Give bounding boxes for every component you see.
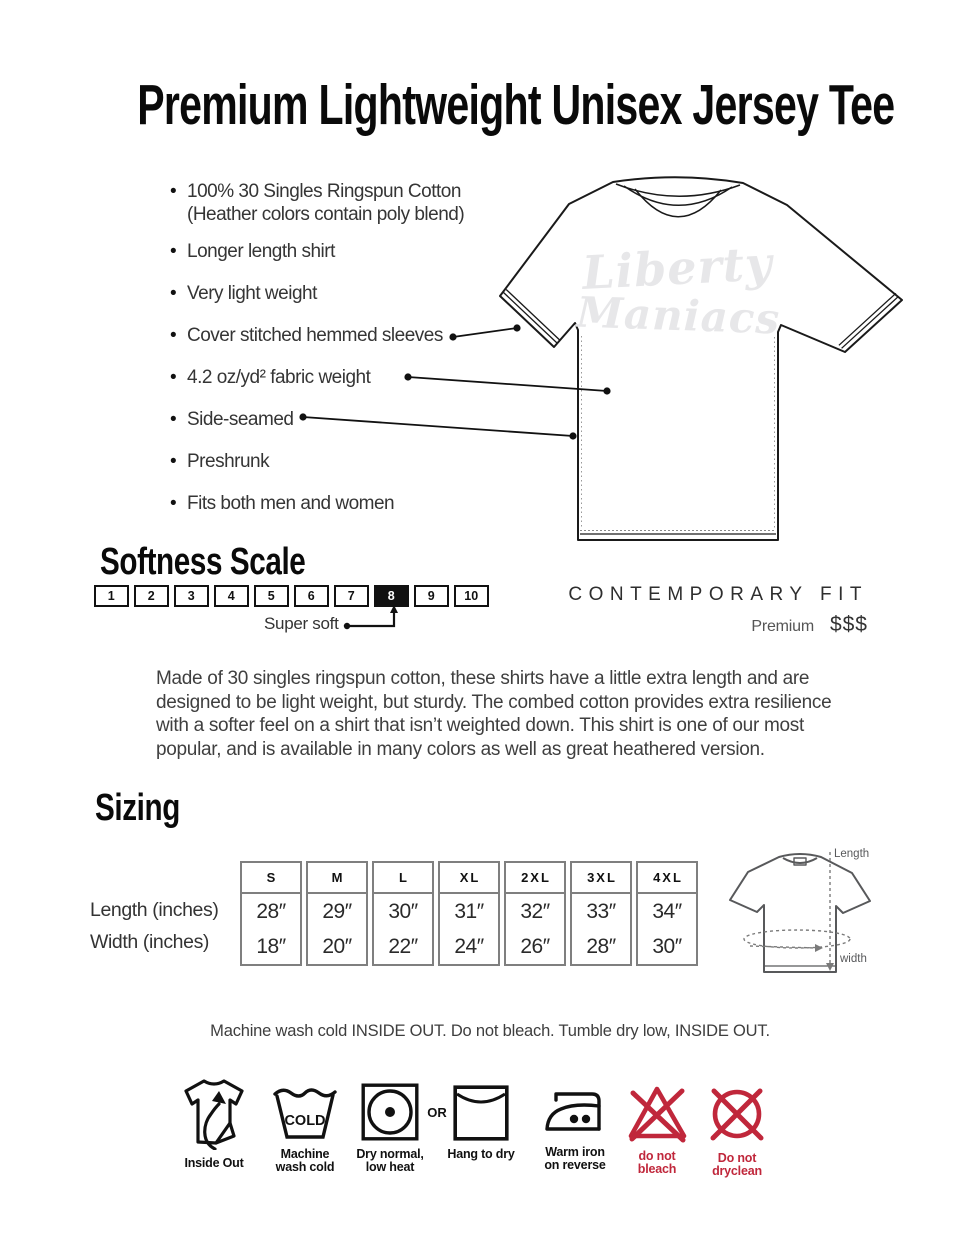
description-paragraph [156, 667, 831, 761]
feature-item: • Preshrunk [170, 450, 470, 473]
scale-box-9: 9 [414, 585, 449, 607]
scale-box-5: 5 [254, 585, 289, 607]
column-header: L [374, 863, 432, 894]
length-value: 28″ [256, 899, 286, 923]
fit-block [568, 584, 868, 637]
length-value: 29″ [322, 899, 352, 923]
feature-item: • Very light weight [170, 282, 470, 305]
care-item-do-not-bleach [612, 1081, 702, 1176]
description-line: popular, and is available in many colors as well as great heathered version. [156, 738, 765, 760]
care-label: Do not dryclean [712, 1151, 762, 1178]
column-header: S [242, 863, 300, 894]
care-label: Machine wash cold [275, 1147, 335, 1174]
column-header: 3XL [572, 863, 630, 894]
feature-item: • 4.2 oz/yd² fabric weight [170, 366, 470, 389]
feature-item: • 100% 30 Singles Ringspun Cotton (Heather colors contain poly blend) [170, 180, 470, 226]
care-item-dry-normal [345, 1083, 435, 1174]
price-label: $$$ [829, 613, 868, 636]
width-value: 30″ [652, 934, 682, 958]
size-column-m [306, 861, 368, 966]
do-not-dryclean-icon [705, 1083, 769, 1145]
care-label: Warm iron on reverse [544, 1145, 606, 1172]
length-value: 34″ [652, 899, 682, 923]
care-label: Inside Out [184, 1156, 244, 1170]
care-label: Hang to dry [447, 1147, 515, 1161]
description-line: Made of 30 singles ringspun cotton, these shirts have a little extra length and are [156, 668, 810, 689]
tumble-dry-icon [361, 1083, 419, 1141]
care-instructions-text: Machine wash cold INSIDE OUT. Do not bleach. Tumble dry low, INSIDE OUT. [210, 1022, 770, 1040]
page-title: Premium Lightweight Unisex Jersey Tee [137, 73, 895, 137]
size-column-2xl [504, 861, 566, 966]
care-item-machine-wash-cold [260, 1085, 350, 1174]
measurement-diagram [722, 840, 878, 982]
width-value: 24″ [454, 934, 484, 958]
scale-box-7: 7 [334, 585, 369, 607]
column-header: XL [440, 863, 498, 894]
softness-scale-heading: Softness Scale [100, 541, 306, 583]
sizing-table [240, 861, 698, 966]
width-value: 22″ [388, 934, 418, 958]
scale-box-8-selected: 8 [374, 585, 409, 607]
watermark-logo-line1: Liberty [580, 236, 774, 300]
length-row-label: Length (inches) [90, 899, 219, 921]
scale-box-2: 2 [134, 585, 169, 607]
description-line: with a softer feel on a shirt that isn’t weighted down. This shirt is one of our most [156, 715, 804, 737]
width-row-label: Width (inches) [90, 931, 210, 953]
callout-lines [303, 328, 607, 436]
scale-box-6: 6 [294, 585, 329, 607]
scale-box-3: 3 [174, 585, 209, 607]
width-value: 28″ [586, 934, 616, 958]
super-soft-label: Super soft [264, 614, 339, 633]
scale-box-1: 1 [94, 585, 129, 607]
feature-item: • Cover stitched hemmed sleeves [170, 324, 470, 347]
feature-item: • Side-seamed [170, 408, 470, 431]
size-column-xl [438, 861, 500, 966]
tshirt-outline [500, 177, 902, 540]
inside-out-icon [181, 1076, 247, 1150]
tshirt-illustration [0, 160, 980, 562]
warm-iron-icon [543, 1089, 607, 1139]
width-value: 18″ [256, 934, 286, 958]
machine-wash-cold-icon [272, 1085, 338, 1141]
length-value: 30″ [388, 899, 418, 923]
feature-item: • Fits both men and women [170, 492, 470, 515]
length-value: 33″ [586, 899, 616, 923]
softness-scale [94, 585, 489, 607]
width-value: 20″ [322, 934, 352, 958]
fit-label: CONTEMPORARY FIT [568, 584, 868, 605]
size-column-s [240, 861, 302, 966]
watermark-logo-line2: Maniacs [575, 287, 781, 344]
size-column-4xl [636, 861, 698, 966]
callout-dots [299, 324, 610, 439]
column-header: M [308, 863, 366, 894]
scale-box-10: 10 [454, 585, 489, 607]
care-item-warm-iron [530, 1089, 620, 1172]
diagram-width-label: width [840, 953, 867, 965]
cold-text: COLD [284, 1113, 326, 1129]
width-value: 26″ [520, 934, 550, 958]
super-soft-arrow [340, 603, 406, 633]
length-value: 31″ [454, 899, 484, 923]
size-column-l [372, 861, 434, 966]
feature-item: • Longer length shirt [170, 240, 470, 263]
diagram-length-label: Length [834, 848, 870, 860]
do-not-bleach-icon [626, 1081, 688, 1143]
size-column-3xl [570, 861, 632, 966]
scale-box-4: 4 [214, 585, 249, 607]
care-item-do-not-dryclean [692, 1083, 782, 1178]
sizing-heading: Sizing [95, 787, 180, 829]
or-label: OR [427, 1105, 447, 1120]
care-item-hang-to-dry [436, 1085, 526, 1161]
care-label: Dry normal, low heat [356, 1147, 424, 1174]
column-header: 2XL [506, 863, 564, 894]
care-label: do not bleach [637, 1149, 677, 1176]
column-header: 4XL [638, 863, 696, 894]
length-value: 32″ [520, 899, 550, 923]
price-tier [568, 613, 868, 637]
care-item-inside-out [169, 1076, 259, 1170]
tier-label: Premium [751, 618, 814, 635]
hang-to-dry-icon [453, 1085, 509, 1141]
description-line: designed to be light weight, but sturdy. The combed cotton provides extra resilience [156, 691, 832, 713]
